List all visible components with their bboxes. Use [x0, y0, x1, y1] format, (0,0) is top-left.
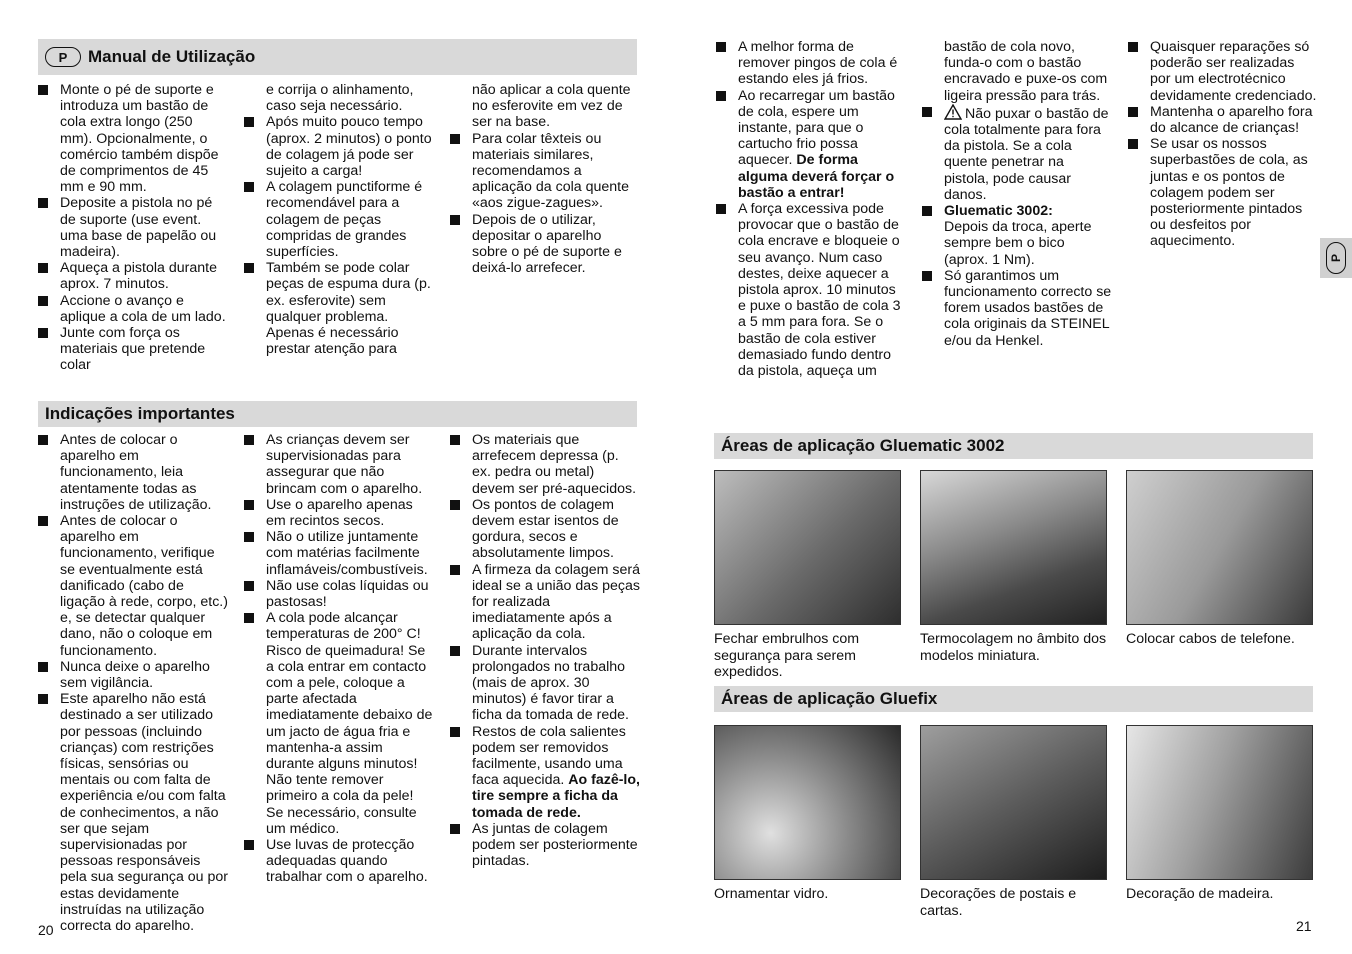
- item-text: Não use colas líquidas ou pastosas!: [266, 577, 429, 611]
- list-item: [450, 212, 636, 277]
- item-text: Para colar têxteis ou materiais similares, recomendamos a aplicação da cola quente «aos zigue-zagues».: [472, 130, 629, 212]
- item-text: Restos de cola salientes podem ser removidos facilmente, usando uma faca aquecida.: [472, 723, 626, 789]
- list-item: [38, 82, 228, 195]
- list-item: [244, 82, 434, 114]
- page-number-left: 20: [38, 922, 54, 938]
- section-title: Áreas de aplicação Gluematic 3002: [721, 436, 1005, 455]
- notes-column-1: [716, 39, 906, 379]
- manual-column-2: [244, 82, 434, 357]
- list-item: [922, 104, 1112, 203]
- item-text: Monte o pé de suporte e introduza um bastão de cola extra longo (250 mm). Opcionalmente, o comércio também dispõe de comprimentos de 45 mm e 90 mm.: [60, 82, 219, 196]
- item-text: e corrija o alinhamento, caso seja necessário.: [266, 82, 414, 115]
- item-text: A melhor forma de remover pingos de cola é estando eles já frios.: [738, 39, 898, 88]
- item-text: Accione o avanço e aplique a cola de um lado.: [60, 292, 226, 325]
- caption: Fechar embrulhos com segurança para serem expedidos.: [714, 631, 860, 680]
- item-text: não aplicar a cola quente no esferovite em vez de ser na base.: [472, 82, 631, 131]
- section-header-manual: [38, 39, 637, 75]
- page-number-right: 21: [1296, 918, 1312, 934]
- item-text: bastão de cola novo, funda-o com o bastão encravado e puxe-os com ligeira pressão para trás.: [944, 39, 1108, 104]
- item-text: Aqueça a pistola durante aprox. 7 minutos.: [60, 260, 217, 293]
- item-text: Deposite a pistola no pé de suporte (use event. uma base de papelão ou madeira).: [60, 195, 217, 261]
- item-text: Mantenha o aparelho fora do alcance de crianças!: [1150, 103, 1313, 137]
- item-text: Depois da troca, aperte sempre bem o bico (aprox. 1 Nm).: [944, 219, 1092, 268]
- list-item: [716, 39, 906, 88]
- item-text: Durante intervalos prolongados no trabalho (mais de aprox. 30 minutos) é favor tirar a ficha da tomada de rede.: [472, 642, 629, 724]
- bold-text: De forma alguma deverá forçar o bastão a entrar!: [738, 152, 895, 201]
- language-badge: P: [45, 47, 81, 67]
- item-text: Este aparelho não está destinado a ser utilizado por pessoas (incluindo crianças) com restrições físicas, sensórias ou mentais ou com falta de experiência e/ou com falta de conhecimentos, a não ser que sejam supervisionadas por pessoas responsáveis pela sua segurança ou por estas devidamente instruídas na utilização correcta do aparelho.: [60, 691, 229, 935]
- photo-glass-decoration: [714, 725, 901, 880]
- language-tab-badge: P: [1326, 242, 1346, 274]
- item-text: Quaisquer reparações só poderão ser realizadas por um electrotécnico devidamente credenciado.: [1150, 39, 1317, 104]
- item-text: A cola pode alcançar temperaturas de 200° C! Risco de queimadura! Se a cola entrar em contacto com a pele, coloque a parte afectada imediatamente debaixo de um jacto de água fria e mantenha-a assim durante alguns minutos! Não tente remover primeiro a cola da pele! Se necessário, consulte um médico.: [266, 610, 433, 837]
- item-text: A força excessiva pode provocar que o bastão de cola encrave e bloqueie o seu avanço. Num caso destes, deixe aquecer a pistola aprox. 10 minutos e puxe o bastão de cola 3 a 5 mm para fora. Se o bastão de cola estiver demasiado fundo dentro da pistola, aqueça um: [738, 201, 901, 380]
- list-item: [450, 562, 640, 643]
- item-text: Não o utilize juntamente com matérias facilmente inflamáveis/combustíveis.: [266, 529, 428, 578]
- item-text: Os materiais que arrefecem depressa (p. ex. pedra ou metal) devem ser pré-aquecidos.: [472, 432, 637, 497]
- item-text: Também se pode colar peças de espuma dura (p. ex. esferovite) sem qualquer problema. Apenas é necessário prestar atenção para: [266, 260, 431, 358]
- item-text: Os pontos de colagem devem estar isentos de gordura, secos e absolutamente limpos.: [472, 496, 619, 562]
- bold-text: Ao fazê-lo, tire sempre a ficha da tomada de rede.: [472, 772, 640, 821]
- indicacoes-column-2: [244, 432, 434, 886]
- item-text: Use luvas de protecção adequadas quando trabalhar com o aparelho.: [266, 837, 428, 886]
- list-item: [716, 88, 906, 201]
- list-item: [244, 432, 434, 497]
- item-text: Só garantimos um funcionamento correcto se forem usados bastões de cola originais da STEINEL e/ou da Henkel.: [944, 267, 1112, 349]
- photo-telephone-cable: [1126, 470, 1313, 625]
- list-item: [244, 497, 434, 529]
- photo-parcel-gluing: [714, 470, 901, 625]
- photo-wood-decoration: [1126, 725, 1313, 880]
- item-text: As juntas de colagem podem ser posteriormente pintadas.: [472, 820, 638, 870]
- photo-card-decoration: [920, 725, 1107, 880]
- item-text: Depois de o utilizar, depositar o aparelho sobre o pé de suporte e deixá-lo arrefecer.: [472, 211, 622, 277]
- caption: Decoração de madeira.: [1126, 886, 1274, 902]
- list-item: [450, 131, 636, 212]
- list-item: [38, 659, 228, 691]
- item-text: A colagem punctiforme é recomendável para a colagem de peças compridas de grandes superfícies.: [266, 179, 423, 261]
- item-text: Junte com força os materiais que pretende colar: [60, 325, 206, 374]
- list-item: [38, 293, 228, 325]
- item-text: Após muito pouco tempo (aprox. 2 minutos) o ponto de colagem já pode ser sujeito a carga!: [266, 114, 432, 180]
- item-text: Se usar os nossos superbastões de cola, as juntas e os pontos de colagem podem ser posteriormente pintados ou desfeitos por aquecimento.: [1150, 136, 1308, 250]
- list-item: [38, 195, 228, 260]
- list-item: [38, 432, 228, 513]
- list-item: [38, 513, 228, 659]
- section-header-indicacoes: [38, 401, 637, 427]
- list-item: [450, 643, 640, 724]
- section-title: Áreas de aplicação Gluefix: [721, 689, 938, 708]
- list-item: [450, 724, 640, 821]
- caption: Colocar cabos de telefone.: [1126, 631, 1295, 647]
- list-item: [244, 837, 434, 886]
- list-item: [450, 821, 640, 870]
- caption: Termocolagem no âmbito dos modelos miniatura.: [920, 631, 1107, 664]
- list-item: [922, 268, 1112, 349]
- list-item: [244, 179, 434, 260]
- section-header-gluefix: [714, 686, 1313, 712]
- list-item: [450, 82, 636, 131]
- list-item: [244, 260, 434, 357]
- list-item: [244, 114, 434, 179]
- item-text: Ao recarregar um bastão de cola, espere um instante, para que o cartucho frio possa aquecer.: [738, 87, 895, 169]
- list-item: [450, 497, 640, 562]
- list-item: [244, 578, 434, 610]
- list-item: [922, 39, 1112, 104]
- list-item: [716, 201, 906, 379]
- list-item: [38, 325, 228, 374]
- language-tab: [1320, 238, 1352, 278]
- list-item: [922, 203, 1112, 268]
- section-header-gluematic: [714, 433, 1313, 459]
- warning-icon: [944, 104, 962, 120]
- item-text: A firmeza da colagem será ideal se a união das peças for realizada imediatamente após a aplicação da cola.: [472, 561, 641, 643]
- item-text: Antes de colocar o aparelho em funcionamento, leia atentamente todas as instruções de utilização.: [60, 432, 212, 513]
- item-text: Nunca deixe o aparelho sem vigilância.: [60, 658, 210, 692]
- indicacoes-column-3: [450, 432, 640, 869]
- notes-column-3: [1128, 39, 1318, 250]
- list-item: [38, 691, 228, 934]
- manual-column-3: [450, 82, 636, 276]
- list-item: [1128, 104, 1318, 136]
- caption: Decorações de postais e cartas.: [920, 886, 1077, 919]
- indicacoes-column-1: [38, 432, 228, 934]
- item-text: As crianças devem ser supervisionadas para assegurar que não brincam com o aparelho.: [266, 432, 423, 497]
- notes-column-2: [922, 39, 1112, 349]
- list-item: [244, 610, 434, 837]
- manual-column-1: [38, 82, 228, 374]
- section-title: Indicações importantes: [45, 404, 235, 423]
- list-item: [450, 432, 640, 497]
- list-item: [38, 260, 228, 292]
- list-item: [244, 529, 434, 578]
- section-title: Manual de Utilização: [88, 47, 256, 66]
- caption: Ornamentar vidro.: [714, 886, 829, 902]
- item-text: Use o aparelho apenas em recintos secos.: [266, 496, 413, 530]
- list-item: [1128, 39, 1318, 104]
- photo-model-railway: [920, 470, 1107, 625]
- list-item: [1128, 136, 1318, 249]
- bold-text: Gluematic 3002:: [944, 203, 1053, 220]
- item-text: Antes de colocar o aparelho em funcionamento, verifique se eventualmente está danificado (cabo de ligação à rede, corpo, etc.) e, se detectar qualquer dano, não o coloque em funcionamento.: [60, 513, 228, 659]
- item-text: Não puxar o bastão de cola totalmente para fora da pistola. Se a cola quente penetrar na pistola, pode causar danos.: [944, 105, 1109, 203]
